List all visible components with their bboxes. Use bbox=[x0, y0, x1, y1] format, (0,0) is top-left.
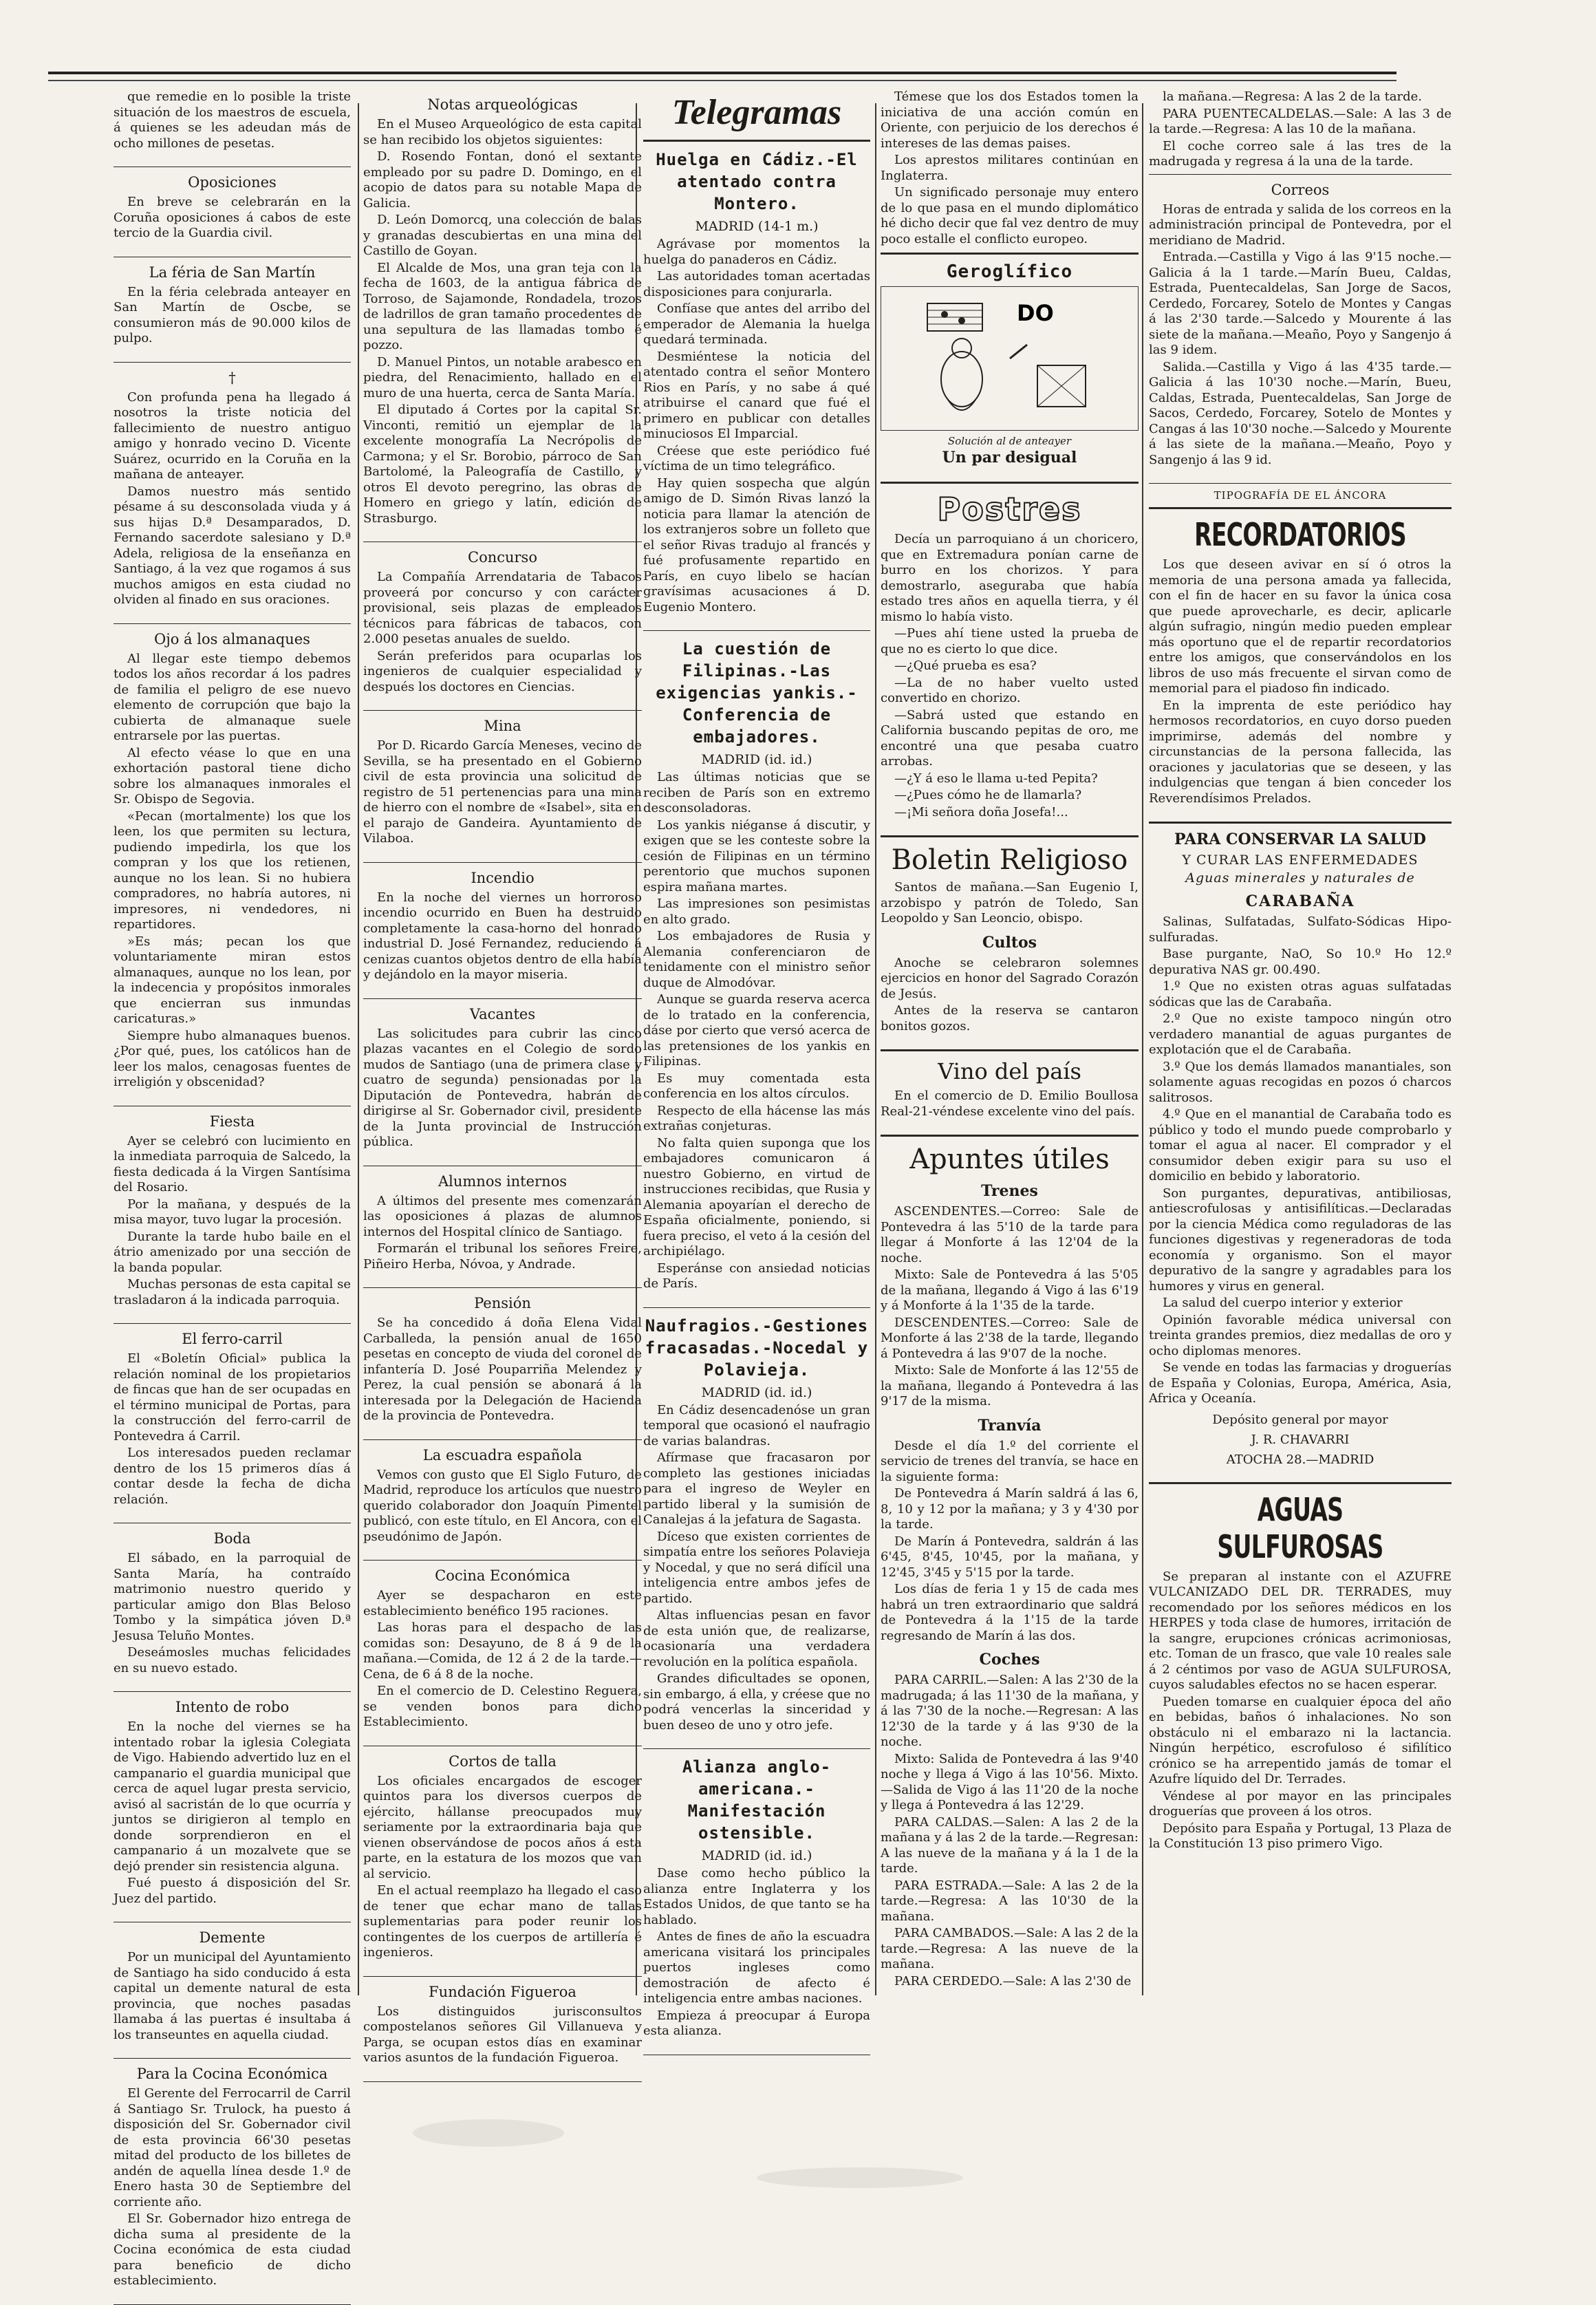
coches-body bbox=[881, 1673, 1139, 1989]
paragraph: 3.º Que los demás llamados manantiales, son solamente aguas recogidas en pozos ó charcos salitrosos. bbox=[1149, 1059, 1452, 1105]
paragraph: En el comercio de D. Emilio Boullosa Real-21-véndese excelente vino del país. bbox=[881, 1089, 1139, 1119]
paragraph: Base purgante, NaO, So 10.º Ho 12.º depurativa NAS gr. 00.490. bbox=[1149, 947, 1452, 977]
paragraph: Los embajadores de Rusia y Alemania conferenciaron de tenidamente con el ministro señor duque de Almodóvar. bbox=[643, 929, 870, 990]
section-rule bbox=[363, 998, 642, 999]
telegram-dateline: MADRID (id. id.) bbox=[701, 752, 812, 767]
paragraph: Opinión favorable médica universal con treinta grandes premios, diez medallas de oro y ocho diplomas menores. bbox=[1149, 1312, 1452, 1358]
paragraph: Formarán el tribunal los señores Freire, Piñeiro Herba, Nóvoa, y Andrade. bbox=[363, 1241, 642, 1272]
paragraph: Las solicitudes para cubrir las cinco plazas vacantes en el Colegio de sordo mudos de Santiago (una de primera clase y cuatro de segunda) pensionadas por la Diputación de Pontevedra, habrán de dirigirse al Sr. Gobernador civil, presidente de la Junta provincial de Instrucción pública. bbox=[363, 1026, 642, 1149]
paragraph: Antes de la reserva se cantaron bonitos gozos. bbox=[881, 1003, 1139, 1033]
paragraph: Damos nuestro más sentido pésame á su desconsolada viuda y á sus hijas D.ª Desamparados, D. Fernando sacerdote salesiano y D.ª Adela, religiosa de la enseñanza en Santiago, á la vez que rogamos á sus muchos amigos en esta ciudad no olviden al finado en sus oraciones. bbox=[114, 484, 351, 607]
article-heading: Fundación Figueroa bbox=[429, 1983, 576, 2000]
paragraph: Díceso que existen corrientes de simpatía entre los señores Polavieja y Nocedal, y que no será difícil una inteligencia entre ambos jefes de partido. bbox=[643, 1529, 870, 1606]
article-pension bbox=[363, 1295, 642, 1424]
apuntes-title: Apuntes útiles bbox=[909, 1144, 1110, 1175]
paragraph: Decía un parroquiano á un choricero, que en Extremadura ponían carne de burro en los chorizos. Y para demostrarlo, aseguraba que había estado tres años en aquella tierra, y él mismo lo había visto. bbox=[881, 532, 1139, 624]
section-rule bbox=[881, 253, 1139, 255]
section-rule bbox=[114, 362, 351, 363]
section-rule bbox=[114, 623, 351, 624]
paragraph: Se preparan al instante con el AZUFRE VULCANIZADO DEL DR. TERRADES, muy recomendado por los señores médicos en los HERPES y toda clase de humores, irritación de la sangre, erupciones crónicas acrimoniosas, etc. Toman de un frasco, que vale 10 reales sale á 2 céntimos por vaso de AGUA SULFUROSA, cuyos saludables efectos no se hacen esperar. bbox=[1149, 1569, 1452, 1692]
paragraph: PARA PUENTECALDELAS.—Sale: A las 3 de la tarde.—Regresa: A las 10 de la mañana. bbox=[1149, 106, 1452, 136]
telegramas-title: Telegramas bbox=[671, 93, 842, 132]
article-body bbox=[114, 1950, 351, 2043]
telegram-dateline: MADRID (14-1 m.) bbox=[695, 219, 819, 234]
article-escuadra bbox=[363, 1447, 642, 1545]
postres-title: Postres bbox=[937, 491, 1082, 528]
section-rule bbox=[363, 1560, 642, 1561]
section-rule bbox=[643, 1748, 870, 1749]
article-cocina bbox=[114, 2066, 351, 2289]
paragraph: Entrada.—Castilla y Vigo á las 9'15 noche.—Galicia á la 1 tarde.—Marín Bueu, Caldas, Estrada, Puentecaldelas, San Jorge de Sacos, Cerdedo, Forcarey, Sotelo de Montes y Cangas á las 2'30 tarde.—Salcedo y Mourente á las siete de la mañana.—Meaño, Poyo y Sangenjo á las 9 idem. bbox=[1149, 250, 1452, 357]
section-rule bbox=[1149, 1482, 1452, 1484]
article-feria bbox=[114, 264, 351, 347]
article-alumnos bbox=[363, 1173, 642, 1273]
paragraph: De Pontevedra á Marín saldrá á las 6, 8, 10 y 12 por la mañana; y 3 y 4'30 por la tarde. bbox=[881, 1486, 1139, 1532]
article-body bbox=[114, 1551, 351, 1676]
paragraph: Pueden tomarse en cualquier época del año en bebidas, baños ó inhalaciones. No son obstáculo ni el embarazo ni la lactancia. Ningún herpético, escrofuloso é sifilítico crónico se ha arrepentido jamás de tomar el Azufre líquido del Dr. Terrades. bbox=[1149, 1694, 1452, 1786]
telegram-heading: Alianza anglo-americana.-Manifestación ostensible. bbox=[682, 1757, 832, 1843]
col4-intro bbox=[881, 89, 1139, 247]
jeroglifico-puzzle bbox=[881, 286, 1139, 431]
paragraph: —¿Qué prueba es esa? bbox=[894, 658, 1037, 673]
paragraph: Muchas personas de esta capital se trasladaron á la indicada parroquia. bbox=[114, 1277, 351, 1307]
coches-title: Coches bbox=[979, 1651, 1040, 1669]
section-rule bbox=[643, 140, 870, 142]
article-almanaques bbox=[114, 631, 351, 1091]
article-body bbox=[114, 390, 351, 608]
recordatorios-title: RECORDATORIOS bbox=[1194, 516, 1406, 553]
jeroglifico-title: Geroglífico bbox=[946, 261, 1073, 282]
paragraph: El Gerente del Ferrocarril de Carril á Santiago Sr. Trulock, ha puesto á disposición del Sr. Gobernador civil de esta provincia 66'30 pesetas mitad del producto de los billetes de andén de aquella línea desde 1.º de Enero hasta 30 de Septiembre del corriente año. bbox=[114, 2086, 351, 2209]
article-heading: Intento de robo bbox=[175, 1699, 290, 1715]
paragraph: —¡Mi señora doña Josefa!... bbox=[894, 804, 1068, 819]
trenes-title: Trenes bbox=[981, 1182, 1038, 1200]
paragraph: En el actual reemplazo ha llegado el caso de tener que echar mano de tallas suplementarias para poder reunir los contingentes de los cuerpos de artillería é ingenieros. bbox=[363, 1883, 642, 1960]
paragraph: Se ha concedido á doña Elena Vidal Carballeda, la pensión anual de 1650 pesetas en concepto de viuda del coronel de infantería D. José Pouparriña Melendez y Perez, la cual pensión se abonará á la interesada por la Delegación de Hacienda de la provincia de Pontevedra. bbox=[363, 1316, 642, 1423]
salud-title: PARA CONSERVAR LA SALUD bbox=[1174, 830, 1427, 848]
paragraph: Respecto de ella hácense las más extrañas conjeturas. bbox=[643, 1103, 870, 1133]
paragraph: Grandes dificultades se oponen, sin embargo, á ella, y créese que no podrá vencerlas la sinceridad y buen deseo de uno y otro jefe. bbox=[643, 1671, 870, 1733]
article-demente bbox=[114, 1929, 351, 2043]
paragraph: Témese que los dos Estados tomen la iniciativa de una acción común en Oriente, con perjuicio de los derechos é intereses de las demas paises. bbox=[881, 89, 1139, 151]
paragraph: En la noche del viernes un horroroso incendio ocurrido en Buen ha destruido completamente la casa-horno del honrado industrial D. José Fernandez, reduciendo á cenizas cuantos objetos dentro de ella había y dejándolo en la mayor miseria. bbox=[363, 890, 642, 982]
article-heading: El ferro-carril bbox=[182, 1331, 283, 1347]
article-heading: Demente bbox=[199, 1929, 266, 1946]
paragraph: Las autoridades toman acertadas disposiciones para conjurarla. bbox=[643, 269, 870, 299]
paragraph: Los yankis niéganse á discutir, y exigen que se les conteste sobre la cesión de Filipinas en un término perentorio que muchos suponen espira mañana martes. bbox=[643, 817, 870, 894]
article-body bbox=[114, 195, 351, 242]
telegram-body bbox=[643, 237, 870, 615]
article-ferrocarril bbox=[114, 1331, 351, 1508]
paragraph: En la féria celebrada anteayer en San Martín de Oscbe, se consumieron más de 90.000 kilos de pulpo. bbox=[114, 284, 351, 345]
salud-brand: CARABAÑA bbox=[1245, 892, 1355, 910]
paragraph: que remedie en lo posible la triste situación de los maestros de escuela, á quienes se les adeudan más de ocho millones de pesetas. bbox=[114, 89, 351, 151]
paragraph: Créese que este periódico fué víctima de un timo telegráfico. bbox=[643, 443, 870, 473]
paragraph: PARA CAMBADOS.—Sale: A las 2 de la tarde.—Regresa: A las nueve de la mañana. bbox=[881, 1926, 1139, 1971]
salud-section bbox=[1149, 830, 1452, 1467]
paragraph: Empieza á preocupar á Europa esta alianza. bbox=[643, 2008, 870, 2038]
telegram-item bbox=[643, 149, 870, 615]
article-body bbox=[363, 1774, 642, 1961]
paragraph: Antes de fines de año la escuadra americana visitará los principales puertos ingleses como demostración de afecto é inteligencia entre ambas naciones. bbox=[643, 1929, 870, 2006]
article-heading: Fiesta bbox=[209, 1113, 255, 1130]
paragraph: El «Boletín Oficial» publica la relación nominal de los propietarios de fincas que han de ser ocupadas en el término municipal de Portas, para la construcción del ferro-carril de Pontevedra á Carril. bbox=[114, 1351, 351, 1444]
article-heading: Cocina Económica bbox=[435, 1567, 570, 1584]
telegram-dateline: MADRID (id. id.) bbox=[701, 1848, 812, 1863]
trenes-body bbox=[881, 1204, 1139, 1410]
article-heading: Vacantes bbox=[469, 1005, 536, 1022]
paragraph: »Es más; pecan los que voluntariamente miran estos almanaques, aunque no los lean, por la indecencia y propósitos inmorales que encierran sus inmundas caricaturas.» bbox=[114, 934, 351, 1026]
aguas-section bbox=[1149, 1491, 1452, 1852]
vino-title: Vino del país bbox=[938, 1058, 1081, 1084]
paragraph: Las horas para el despacho de las comidas son: Desayuno, de 8 á 9 de la mañana.—Comida, de 12 á 2 de la tarde.—Cena, de 6 á 8 de la noche. bbox=[363, 1620, 642, 1682]
paragraph: 2.º Que no existe tampoco ningún otro verdadero manantial de aguas purgantes de explotación que el de Carabaña. bbox=[1149, 1011, 1452, 1057]
telegram-body bbox=[643, 1403, 870, 1734]
section-rule bbox=[1149, 822, 1452, 824]
paragraph: El diputado á Cortes por la capital Sr. Vinconti, remitió un ejemplar de la excelente monografía La Necrópolis de Carmona; y el Sr. Borobio, párroco de San Bartolomé, la Paleografía de Castillo, y otros El devoto peregrino, las obras de Homero en griego y latín, edición de Strasburgo. bbox=[363, 403, 642, 526]
article-body bbox=[363, 117, 642, 526]
article-mina bbox=[363, 718, 642, 847]
paragraph: Por la mañana, y después de la misa mayor, tuvo lugar la procesión. bbox=[114, 1197, 351, 1227]
paragraph: Durante la tarde hubo baile en el átrio amenizado por una sección de la banda popular. bbox=[114, 1229, 351, 1275]
section-rule bbox=[1149, 174, 1452, 175]
section-rule bbox=[363, 1439, 642, 1440]
telegram-body bbox=[643, 770, 870, 1292]
vino-body bbox=[881, 1089, 1139, 1119]
paragraph: Mixto: Salida de Pontevedra á las 9'40 noche y llega á Vigo á las 10'56. Mixto.—Salida de Vigo á las 11'20 de la noche y llega á Pontevedra á las 12'29. bbox=[881, 1751, 1139, 1812]
puzzle-illustration-icon bbox=[907, 290, 1113, 427]
paragraph: Véndese al por mayor en las principales droguerías que proveen á los otros. bbox=[1149, 1788, 1452, 1819]
section-rule bbox=[363, 2081, 642, 2082]
aguas-body bbox=[1149, 1569, 1452, 1852]
boletin-section bbox=[881, 844, 1139, 1034]
tipografia-line: TIPOGRAFÍA DE EL ÁNCORA bbox=[1214, 489, 1387, 502]
paragraph: D. Rosendo Fontan, donó el sextante empleado por su padre D. Domingo, en el acopio de datos para su notable Mapa de Galicia. bbox=[363, 149, 642, 211]
article-heading: Concurso bbox=[468, 549, 537, 566]
paragraph: El coche correo sale á las tres de la madrugada y regresa á la una de la tarde. bbox=[1149, 138, 1452, 169]
cultos-title: Cultos bbox=[982, 933, 1037, 952]
article-concurso bbox=[363, 549, 642, 695]
article-body bbox=[363, 570, 642, 695]
paragraph: Ayer se celebró con lucimiento en la inmediata parroquia de Salcedo, la fiesta dedicada á la Virgen Santísima del Rosario. bbox=[114, 1133, 351, 1194]
cultos-body bbox=[881, 956, 1139, 1035]
telegram-item bbox=[643, 1315, 870, 1734]
column-2 bbox=[363, 89, 642, 2065]
paragraph: Desde el día 1.º del corriente el servicio de trenes del tranvía, se hace en la siguiente forma: bbox=[881, 1438, 1139, 1484]
paragraph: «Pecan (mortalmente) los que los leen, los que permiten su lectura, pudiendo impedirla, los que los compran y los que los retienen, aunque no los lean. Si no hubiera compradores, no habría autores, ni impresores, ni vendedores, ni repartidores. bbox=[114, 808, 351, 932]
salud-body bbox=[1149, 914, 1452, 1407]
column-5 bbox=[1149, 89, 1452, 1988]
paragraph: Las últimas noticias que se reciben de París son en extremo desconsoladoras. bbox=[643, 770, 870, 815]
paragraph: Al llegar este tiempo debemos todos los años recordar á los padres de familia el peligro de ese nuevo elemento de corrupción que bajo la cubierta de almanaque suele entrarsele por las puertas. bbox=[114, 651, 351, 743]
article-body bbox=[114, 1719, 351, 1907]
article-body bbox=[363, 2004, 642, 2066]
telegram-heading: Naufragios.-Gestiones fracasadas.-Nocedal y Polavieja. bbox=[645, 1316, 869, 1380]
article-heading: La escuadra española bbox=[422, 1446, 583, 1464]
paragraph: Deseámosles muchas felicidades en su nuevo estado. bbox=[114, 1645, 351, 1675]
article-fundacion bbox=[363, 1984, 642, 2066]
column-divider bbox=[875, 103, 876, 1995]
paragraph: D. León Domorcq, una colección de balas y granadas descubiertas en una mina del Castillo de Goyan. bbox=[363, 213, 642, 258]
col5-intro bbox=[1149, 89, 1452, 170]
section-rule bbox=[363, 1287, 642, 1288]
paragraph: Salinas, Sulfatadas, Sulfato-Sódicas Hipo-sulfuradas. bbox=[1149, 914, 1452, 945]
article-notas bbox=[363, 96, 642, 526]
article-heading: Cortos de talla bbox=[449, 1752, 557, 1770]
telegram-heading: La cuestión de Filipinas.-Las exigencias yankis.-Conferencia de embajadores. bbox=[656, 639, 858, 747]
article-heading: Pensión bbox=[474, 1295, 531, 1311]
paragraph: —La de no haber vuelto usted convertido en chorizo. bbox=[881, 675, 1139, 705]
paragraph: Desmiéntese la noticia del atentado contra el señor Montero Rios en París, y no sabe á qué atribuirse el canard que fué el primero en publicar con detalles minuciosos El Imparcial. bbox=[643, 349, 870, 441]
salud-agent: J. R. CHAVARRI bbox=[1251, 1432, 1350, 1447]
recordatorios-body bbox=[1149, 557, 1452, 806]
apuntes-section bbox=[881, 1144, 1139, 1989]
paragraph: Depósito para España y Portugal, 13 Plaza de la Constitución 13 piso primero Vigo. bbox=[1149, 1821, 1452, 1851]
correos-title: Correos bbox=[1271, 181, 1330, 198]
paragraph: Mixto: Sale de Monforte á las 12'55 de la mañana, llegando á Pontevedra á las 9'17 de la misma. bbox=[881, 1363, 1139, 1408]
postres-section bbox=[881, 491, 1139, 820]
column-telegramas bbox=[643, 89, 870, 2038]
article-body bbox=[363, 1027, 642, 1150]
section-rule bbox=[114, 1323, 351, 1324]
section-rule bbox=[363, 862, 642, 863]
paragraph: Los distinguidos jurisconsultos compostelanos señores Gil Villanueva y Parga, se ocupan estos días en examinar varios asuntos de la fundación Figueroa. bbox=[363, 2004, 642, 2065]
article-heading: † bbox=[228, 369, 236, 386]
paragraph: Por un municipal del Ayuntamiento de Santiago ha sido conducido á esta capital un demente natural de esta provincia, que noches pasadas llamaba á las puertas é insultaba á los transeuntes en aquella ciudad. bbox=[114, 1950, 351, 2042]
jeroglifico-answer: Un par desigual bbox=[942, 449, 1077, 467]
paragraph: —Sabrá usted que estando en California buscando pepitas de oro, me encontré una que pesaba cuatro arrobas. bbox=[881, 707, 1139, 769]
telegram-item bbox=[643, 1756, 870, 2039]
jeroglifico-caption: Solución al de anteayer bbox=[947, 435, 1072, 447]
paragraph: Los días de feria 1 y 15 de cada mes habrá un tren extraordinario que saldrá de Pontevedra á la 1'15 de la tarde regresando de Marín á las dos. bbox=[881, 1582, 1139, 1643]
article-robo bbox=[114, 1699, 351, 1907]
paragraph: —¿Y á eso le llama u-ted Pepita? bbox=[894, 771, 1098, 786]
paragraph: Siempre hubo almanaques buenos. ¿Por qué, pues, los católicos han de leer los malos, cenagosas fuentes de irreligión y obscenidad? bbox=[114, 1028, 351, 1089]
paragraph: la mañana.—Regresa: A las 2 de la tarde. bbox=[1163, 89, 1423, 104]
section-rule bbox=[1149, 507, 1452, 509]
paragraph: En el comercio de D. Celestino Reguera, se venden bonos para dicho Establecimiento. bbox=[363, 1684, 642, 1729]
paragraph: Dase como hecho público la alianza entre Inglaterra y los Estados Unidos, de que tanto se ha hablado. bbox=[643, 1866, 870, 1927]
article-cocinaeco bbox=[363, 1567, 642, 1730]
paragraph: Hay quien sospecha que algún amigo de D. Simón Rivas lanzó la noticia para llamar la atención de los extranjeros sobre un folleto que el señor Rivas tradujo al francés y fué profusamente repartido en París, en cuyo libelo se hacían gravísimas acusaciones á D. Eugenio Montero. bbox=[643, 475, 870, 614]
article-heading: Boda bbox=[213, 1530, 251, 1547]
paragraph: D. Manuel Pintos, un notable arabesco en piedra, del Renacimiento, hallado en el muro de una huerta, cerca de Santa María. bbox=[363, 354, 642, 400]
paragraph: Los aprestos militares continúan en Inglaterra. bbox=[881, 153, 1139, 183]
section-rule bbox=[114, 2058, 351, 2059]
paragraph: Las impresiones son pesimistas en alto grado. bbox=[643, 897, 870, 927]
paragraph: Aunque se guarda reserva acerca de lo tratado en la conferencia, dáse por cierto que versó acerca de las pretensiones de los yankis en Filipinas. bbox=[643, 992, 870, 1069]
article-vacantes bbox=[363, 1006, 642, 1150]
salud-subtitle: Y CURAR LAS ENFERMEDADES bbox=[1182, 853, 1419, 868]
section-rule bbox=[643, 1307, 870, 1308]
article-body bbox=[363, 890, 642, 983]
article-fiesta bbox=[114, 1113, 351, 1309]
aguas-title: AGUAS SULFUROSAS bbox=[1217, 1490, 1383, 1565]
paragraph: Altas influencias pesan en favor de esta unión que, de realizarse, ocasionaría una verdadera revolución en la política española. bbox=[643, 1608, 870, 1669]
article-body bbox=[363, 1316, 642, 1424]
paragraph: La salud del cuerpo interior y exterior bbox=[1163, 1296, 1403, 1310]
article-incendio bbox=[363, 870, 642, 983]
vino-section bbox=[881, 1058, 1139, 1119]
recordatorios-section bbox=[1149, 516, 1452, 806]
paragraph: Santos de mañana.—San Eugenio I, arzobispo y patrón de Toledo, San Leopoldo y San Leoncio, obispo. bbox=[881, 880, 1139, 925]
paragraph: Salida.—Castilla y Vigo á las 4'35 tarde.—Galicia á las 10'30 noche.—Marín, Bueu, Caldas, Estrada, Puentecaldelas, San Jorge de Sacos, Cerdedo, Forcarey, Sotelo de Montes y Cangas á las 10'30 noche.—Salcedo y Mourente á las siete de la mañana.—Meaño, Poyo y Sangenjo á las 9 id. bbox=[1149, 359, 1452, 467]
paragraph: DESCENDENTES.—Correo: Sale de Monforte á las 2'38 de la tarde, llegando á Pontevedra á las 9'07 de la noche. bbox=[881, 1315, 1139, 1361]
article-body bbox=[363, 1194, 642, 1273]
article-body bbox=[114, 1134, 351, 1309]
article-oposiciones bbox=[114, 174, 351, 242]
article-heading: Ojo á los almanaques bbox=[154, 630, 310, 647]
paragraph: En la imprenta de este periódico hay hermosos recordatorios, en cuyo dorso pueden imprimirse, además del nombre y circunstancias de la persona fallecida, las oraciones y jaculatorias que se deseen, y las indulgencias que tengan á bien conceder los Reverendísimos Prelados. bbox=[1149, 698, 1452, 806]
article-heading: Alumnos internos bbox=[438, 1172, 568, 1190]
section-rule bbox=[363, 710, 642, 711]
paragraph: El Sr. Gobernador hizo entrega de dicha suma al presidente de la Cocina económica de esta ciudad para beneficio de dicho establecimiento. bbox=[114, 2211, 351, 2288]
article-obit bbox=[114, 369, 351, 608]
article-body bbox=[114, 285, 351, 347]
article-body bbox=[363, 738, 642, 847]
article-heading: Mina bbox=[484, 718, 521, 734]
article-heading: Para la Cocina Económica bbox=[136, 2066, 328, 2082]
paragraph: PARA ESTRADA.—Sale: A las 2 de la tarde.—Regresa: A las 10'30 de la mañana. bbox=[881, 1878, 1139, 1924]
scan-smudge bbox=[413, 2119, 564, 2147]
paragraph: Por D. Ricardo García Meneses, vecino de Sevilla, se ha presentado en el Gobierno civil de esta provincia una solicitud de registro de 51 pertenencias para una mina de hierro con el nombre de «Isabel», sita en el parajo de Gandeira. Ayuntamiento de Vilaboa. bbox=[363, 738, 642, 846]
salud-line3: Aguas minerales y naturales de bbox=[1185, 870, 1415, 886]
paragraph: —Pues ahí tiene usted la prueba de que no es cierto lo que dice. bbox=[881, 626, 1139, 656]
paragraph: En Cádiz desencadenóse un gran temporal que ocasionó el naufragio de varias balandras. bbox=[643, 1402, 870, 1448]
paragraph: Esperánse con ansiedad noticias de París. bbox=[643, 1261, 870, 1291]
column-divider bbox=[1142, 103, 1143, 1995]
paragraph: Es muy comentada esta conferencia en los altos círculos. bbox=[643, 1071, 870, 1101]
paragraph: Los oficiales encargados de escoger quintos para los diversos cuerpos de ejército, hállanse preocupados muy seriamente por la extraordinaria baja que vienen observándose de pocos años á esta parte, en la estatura de los mozos que van al servicio. bbox=[363, 1773, 642, 1881]
jeroglifico-section bbox=[881, 261, 1139, 467]
section-rule bbox=[114, 1691, 351, 1692]
article-heading: Oposiciones bbox=[188, 174, 277, 191]
paragraph: Agrávase por momentos la huelga do panaderos en Cádiz. bbox=[643, 237, 870, 267]
paragraph: El Alcalde de Mos, una gran teja con la fecha de 1603, de la antigua fábrica de Torroso, de Sajamonde, Rondadela, trozos de ladrillos de gran tamaño procedentes de una sepultura de las llamadas tombo é pozzo. bbox=[363, 260, 642, 352]
paragraph: La Compañía Arrendataria de Tabacos proveerá por concurso y con carácter provisional, seis plazas de empleados técnicos para fábricas de tabacos, con 2.000 pesetas anuales de sueldo. bbox=[363, 570, 642, 646]
section-rule bbox=[643, 630, 870, 631]
correos-body bbox=[1149, 202, 1452, 469]
telegram-dateline: MADRID (id. id.) bbox=[701, 1384, 812, 1400]
salud-deposito: Depósito general por mayor bbox=[1212, 1412, 1388, 1427]
salud-address: ATOCHA 28.—MADRID bbox=[1226, 1452, 1374, 1467]
article-intro bbox=[114, 89, 351, 151]
article-body bbox=[363, 1468, 642, 1545]
paragraph: Fué puesto á disposición del Sr. Juez del partido. bbox=[114, 1876, 351, 1906]
paragraph: Los interesados pueden reclamar dentro de los 15 primeros días á contar desde la fecha de dicha relación. bbox=[114, 1446, 351, 1507]
paragraph: No falta quien suponga que los embajadores comunicaron á nuestro Gobierno, en virtud de instrucciones recibidas, que Rusia y Alemania apoyarían el derecho de España oficialmente, poniendo, si fuera preciso, el veto á la cesión del archipiélago. bbox=[643, 1135, 870, 1258]
paragraph: Mixto: Sale de Pontevedra á las 5'05 de la mañana, llegando á Vigo á las 6'19 y á Monforte á la 1'35 de la tarde. bbox=[881, 1267, 1139, 1313]
puzzle-text: DO bbox=[1016, 300, 1054, 326]
postres-body bbox=[881, 532, 1139, 820]
paragraph: Confíase que antes del arribo del emperador de Alemania la huelga quedará terminada. bbox=[643, 301, 870, 347]
correos-section bbox=[1149, 182, 1452, 469]
paragraph: Vemos con gusto que El Siglo Futuro, de Madrid, reproduce los artículos que nuestro querido colaborador don Joaquín Pimentel publicó, con este título, en El Ancora, con el pseudónimo de Japón. bbox=[363, 1467, 642, 1544]
paragraph: 4.º Que en el manantial de Carabaña todo es público y todo el mundo puede comprobarlo y tomar el agua al nacer. El comprador y el consumidor deben exigir para su uso el domicilio en bebido y laboratorio. bbox=[1149, 1107, 1452, 1183]
paragraph: En la noche del viernes se ha intentado robar la iglesia Colegiata de Vigo. Habiendo advertido luz en el campanario el guardia municipal que cerca de aquel lugar presta servicio, avisó al sacristán de lo que ocurría y juntos se dirigieron al templo en donde sorprendieron en el campanario á un mozalvete que se dejó prender sin resistencia alguna. bbox=[114, 1719, 351, 1874]
article-heading: Incendio bbox=[471, 869, 535, 886]
paragraph: Ayer se despacharon en este establecimiento benéfico 195 raciones. bbox=[363, 1588, 642, 1618]
telegram-item bbox=[643, 638, 870, 1292]
article-body bbox=[114, 89, 351, 151]
section-rule bbox=[881, 482, 1139, 484]
column-1 bbox=[114, 89, 351, 2288]
article-body bbox=[114, 1351, 351, 1508]
paragraph: ASCENDENTES.—Correo: Sale de Pontevedra á las 5'10 de la tarde para llegar á Monforte á las 12'04 de la noche. bbox=[881, 1204, 1139, 1265]
article-boda bbox=[114, 1530, 351, 1676]
top-rule bbox=[48, 72, 1396, 74]
article-cortos bbox=[363, 1753, 642, 1961]
telegram-heading: Huelga en Cádiz.-El atentado contra Montero. bbox=[656, 150, 858, 213]
article-body bbox=[363, 1588, 642, 1730]
article-heading: Notas arqueológicas bbox=[427, 96, 578, 113]
paragraph: PARA CARRIL.—Salen: A las 2'30 de la madrugada; á las 11'30 de la mañana, y á las 7'30 de la noche.—Regresan: A las 12'30 de la tarde y á las 9'30 de la noche. bbox=[881, 1673, 1139, 1749]
paragraph: PARA CERDEDO.—Sale: A las 2'30 de bbox=[894, 1973, 1132, 1988]
telegram-body bbox=[643, 1866, 870, 2039]
paragraph: Al efecto véase lo que en una exhortación pastoral tiene dicho sobre los almanaques inmorales el Sr. Obispo de Segovia. bbox=[114, 745, 351, 806]
article-body bbox=[114, 2086, 351, 2289]
section-rule bbox=[881, 835, 1139, 837]
paragraph: Se vende en todas las farmacias y droguerías de España y Colonias, Europa, América, Asia, Africa y Oceanía. bbox=[1149, 1360, 1452, 1406]
paragraph: Un significado personaje muy entero de lo que pasa en el mundo diplomático hé dicho decir que fal vez dentro de muy poco estalle el conflicto europeo. bbox=[881, 185, 1139, 246]
paragraph: El sábado, en la parroquial de Santa María, ha contraído matrimonio nuestro querido y particular amigo don Blas Beloso Tombo y la simpática jóven D.ª Jesusa Teluño Montes. bbox=[114, 1551, 351, 1643]
article-body bbox=[114, 652, 351, 1091]
paragraph: Afírmase que fracasaron por completo las gestiones iniciadas para el ingreso de Weyler en partido liberal y la sumisión de Canalejas á la jefatura de Sagasta. bbox=[643, 1450, 870, 1527]
paragraph: —¿Pues cómo he de llamarla? bbox=[894, 788, 1082, 802]
section-rule bbox=[881, 1049, 1139, 1051]
paragraph: Los que deseen avivar en sí ó otros la memoria de una persona amada ya fallecida, con el fin de hacer en su favor la única cosa que puede aprovecharle, es decir, aplicarle algún sufragio, ningún medio pueden emplear más oportuno que el de repartir recordatorios entre los amigos, que conservándolos en los libros de uso más frecuente el sirvan como de memorial para el piadoso fin indicado. bbox=[1149, 557, 1452, 696]
paragraph: 1.º Que no existen otras aguas sulfatadas sódicas que las de Carabaña. bbox=[1149, 979, 1452, 1009]
section-rule bbox=[1149, 483, 1452, 484]
paragraph: En el Museo Arqueológico de esta capital se han recibido los objetos siguientes: bbox=[363, 117, 642, 147]
paragraph: En breve se celebrarán en la Coruña oposiciones á cabos de este tercio de la Guardia civil. bbox=[114, 195, 351, 240]
paragraph: Serán preferidos para ocuparlas los ingenieros de cualquier especialidad y después los doctores en Ciencias. bbox=[363, 648, 642, 694]
paragraph: Son purgantes, depurativas, antibiliosas, antiescrofulosas y antisifilíticas.—Declaradas por la ciencia Médica como reguladoras de las funciones digestivas y regeneradoras de toda economía y organismo. Son el mayor depurativo de la sangre y agradables para los humores y virus en general. bbox=[1149, 1186, 1452, 1294]
column-divider bbox=[358, 103, 359, 1995]
section-rule bbox=[881, 1135, 1139, 1137]
telegramas-items bbox=[643, 149, 870, 2055]
paragraph: Con profunda pena ha llegado á nosotros la triste noticia del fallecimiento de nuestro antiguo amigo y honrado vecino D. Vicente Suárez, ocurrido en la Coruña en la mañana de anteayer. bbox=[114, 389, 351, 482]
section-rule bbox=[114, 2304, 351, 2305]
paragraph: PARA CALDAS.—Salen: A las 2 de la mañana y á las 2 de la tarde.—Regresan: A las nueve de la mañana y á la 1 de la tarde. bbox=[881, 1814, 1139, 1876]
paragraph: De Marín á Pontevedra, saldrán á las 6'45, 8'45, 10'45, por la mañana, y 12'45, 3'45 y 5'15 por la tarde. bbox=[881, 1534, 1139, 1580]
paragraph: A últimos del presente mes comenzarán las oposiciones á plazas de alumnos internos del Hospital clínico de Santiago. bbox=[363, 1193, 642, 1239]
boletin-body bbox=[881, 880, 1139, 927]
tranvia-body bbox=[881, 1439, 1139, 1644]
article-heading: La féria de San Martín bbox=[149, 264, 316, 281]
tranvia-title: Tranvía bbox=[978, 1416, 1042, 1435]
top-rule-thin bbox=[48, 80, 1396, 81]
scan-smudge bbox=[757, 2167, 963, 2188]
section-rule bbox=[363, 1976, 642, 1977]
paragraph: Anoche se celebraron solemnes ejercicios en honor del Sagrado Corazón de Jesús. bbox=[881, 955, 1139, 1001]
paragraph: Horas de entrada y salida de los correos en la administración principal de Pontevedra, por el meridiano de Madrid. bbox=[1149, 202, 1452, 248]
column-4 bbox=[881, 89, 1139, 1988]
boletin-title: Boletin Religioso bbox=[891, 844, 1128, 876]
